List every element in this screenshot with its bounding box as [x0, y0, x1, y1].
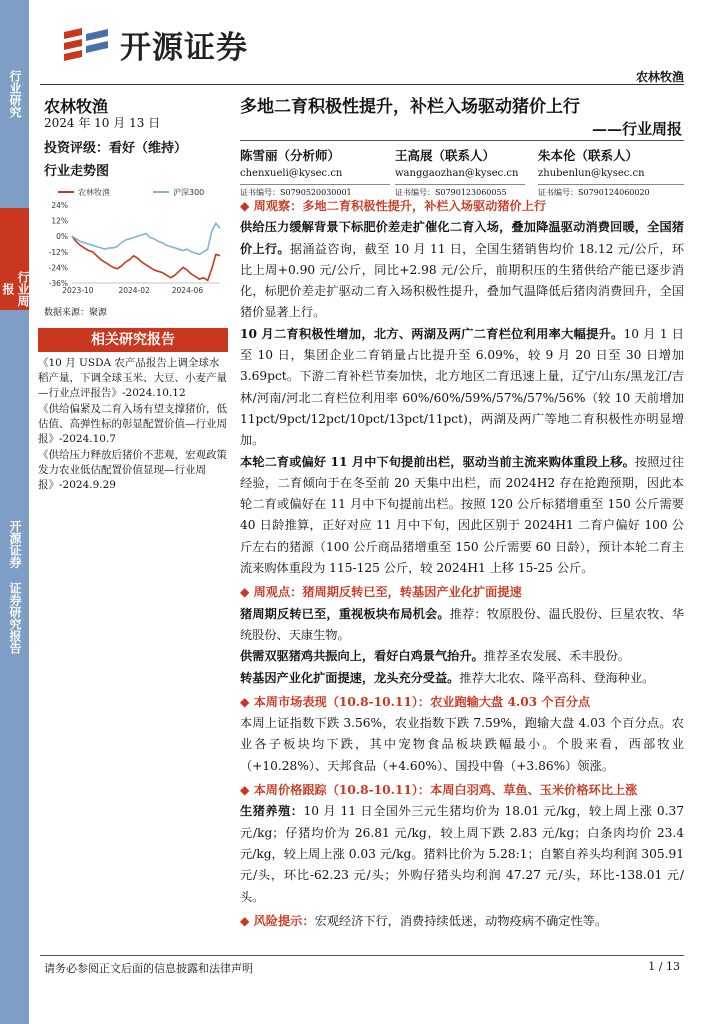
title-divider — [240, 140, 684, 141]
report-title: 多地二育积极性提升，补栏入场驱动猪价上行 — [240, 97, 580, 117]
side-band-weekly: 行业周报 — [0, 208, 29, 310]
related-report-1[interactable]: 《10 月 USDA 农产品报告上调全球水稻产量，下调全球玉米、大豆、小麦产量—行业点评报告》-2024.10.12 — [38, 357, 227, 399]
related-report-2[interactable]: 《供给偏紧及二育入场有望支撑猪价，低估值、高弹性标的彰显配置价值—行业周报》-2024.10.7 — [38, 403, 227, 445]
related-reports-list — [38, 356, 228, 494]
y-tick-label: 24% — [51, 201, 68, 210]
analyst-1-email[interactable]: chenxueli@kysec.cn — [240, 168, 343, 179]
section-price-tracking: ◆ 本周价格跟踪（10.8-10.11）：本周白羽鸡、草鱼、玉米价格环比上涨 — [240, 783, 638, 798]
y-tick-label: -12% — [48, 247, 68, 257]
y-tick-label: 12% — [51, 216, 68, 226]
analyst-3-email[interactable]: zhubenlun@kysec.cn — [538, 168, 645, 179]
legend-label: 农林牧渔 — [78, 188, 110, 197]
related-reports-title: 相关研究报告 — [38, 328, 228, 352]
section-weekly-view: ◆ 周观点：猪周期反转已至，转基因产业化扩面提速 — [240, 585, 522, 600]
brand-name: 开源证券 — [120, 30, 248, 66]
industry-name: 农林牧渔 — [44, 97, 109, 116]
x-tick-label: 2023-10 — [62, 286, 94, 295]
series-line — [72, 223, 220, 254]
side-band-kysec: 开源证券 证券研究报告 — [0, 310, 29, 1024]
trend-title: 行业走势图 — [44, 164, 110, 179]
related-report-3[interactable]: 《供给压力释放后猪价不悲观，宏观政策发力农业低估配置价值显现—行业周报》-2024.9.29 — [38, 449, 227, 491]
y-tick-label: -36% — [48, 279, 68, 288]
section-risk: ◆ 风险提示：宏观经济下行，消费持续低迷，动物疫病不确定性等。 — [240, 913, 608, 928]
analyst-2-email[interactable]: wanggaozhan@kysec.cn — [395, 168, 519, 179]
analyst-3: 朱本伦（联系人） zhubenlun@kysec.cn 证书编号：S0790124060020 — [538, 146, 684, 198]
y-tick-label: -24% — [48, 263, 68, 273]
report-subtitle: ——行业周报 — [591, 120, 682, 138]
footer-divider — [40, 955, 684, 956]
paragraph: 供需双驱猪鸡共振向上，看好白鸡景气抬升。推荐圣农发展、禾丰股份。 — [240, 649, 630, 664]
chart-source: 数据来源：聚源 — [44, 308, 108, 318]
side-band-research: 行业研究 — [0, 0, 29, 208]
legend-label: 沪深300 — [173, 188, 205, 197]
report-body — [240, 196, 684, 932]
section-weekly-observation: ◆ 周观察：多地二育积极性提升，补栏入场驱动猪价上行 — [240, 199, 547, 213]
paragraph: 猪周期反转已至，重视板块布局机会。推荐：牧原股份、温氏股份、巨星农牧、华统股份、天康生物。 — [240, 606, 685, 642]
paragraph: 转基因产业化扩面提速，龙头充分受益。推荐大北农、隆平高科、登海种业。 — [240, 670, 655, 685]
x-tick-label: 2024-06 — [171, 286, 204, 295]
header-category: 农林牧渔 — [635, 70, 684, 84]
x-tick-label: 2024-02 — [118, 286, 150, 295]
trend-chart-svg — [38, 185, 228, 300]
paragraph: 生猪养殖：10 月 11 日全国外三元生猪均价为 18.01 元/kg，较上周上涨 0.37 元/kg；仔猪均价为 26.81 元/kg，较上周下跌 2.83 元/kg；白条肉均价 23.4 元/kg，较上周上涨 0.03 元/kg。猪料比价为 5.28:1；自繁自养头均利润 305.91 元/头，环比-62.23 元/头；外购仔猪头均利润 47.27 元/头，环比-138.01 元/头。 — [240, 804, 684, 904]
logo-mark-icon — [62, 26, 112, 64]
paragraph: 10 月二育积极性增加，北方、两湖及两广二育栏位利用率大幅提升。10 月 1 日至 10 日，集团企业二育销量占比提升至 6.09%，较 9 月 20 日至 30 日增加 3.69pct。下游二育补栏节奏加快，北方地区二育迅速上量，辽宁/山东/黑龙江/吉林/河南/河北二育栏位利用率 60%/60%/59%/57%/57%/56%（较 10 天前增加 11pct/9pct/12pct/10pct/13pct/11pct)，两湖及两广等地二育积极性亦明显增加。 — [240, 326, 684, 448]
logo — [62, 22, 248, 67]
paragraph: 本周上证指数下跌 3.56%，农业指数下跌 7.59%，跑输大盘 4.03 个百分点。农业各子板块均下跌，其中宠物食品板块跌幅最小。个股来看，西部牧业（+10.28%）、天邦食品（+4.60%）、国投中鲁（+3.86%）领涨。 — [240, 716, 684, 773]
section-market-performance: ◆ 本周市场表现（10.8-10.11）：农业跑输大盘 4.03 个百分点 — [240, 694, 591, 709]
investment-rating: 投资评级：看好（维持） — [44, 141, 188, 156]
page-number: 1 / 13 — [648, 960, 680, 973]
analyst-2: 王高展（联系人） wanggaozhan@kysec.cn 证书编号：S0790123060055 — [395, 146, 525, 198]
header-divider — [40, 84, 684, 85]
footer-disclaimer: 请务必参阅正文后面的信息披露和法律声明 — [44, 962, 253, 975]
trend-chart — [38, 185, 228, 304]
series-line — [72, 236, 220, 280]
report-date: 2024 年 10 月 13 日 — [44, 116, 161, 130]
paragraph: 供给压力缓解背景下标肥价差走扩催化二育入场，叠加降温驱动消费回暖，全国猪价上行。据涌益咨询，截至 10 月 11 日，全国生猪销售均价 18.12 元/公斤，环比上周+0.90 元/公斤，同比+2.98 元/公斤，前期积压的生猪供给产能已逐步消化，标肥价差走扩驱动二育入场积极性提升，叠加气温降低后猪肉消费回升，全国猪价显著上行。 — [240, 220, 685, 320]
paragraph: 本轮二育或偏好 11 月中下旬提前出栏，驱动当前主流来购体重段上移。按照过往经验，二育倾向于在冬至前 20 天集中出栏，而 2024H2 存在抢跑预期，因此本轮二育或偏好在 11 月中下旬提前出栏。按照 120 公斤标猪增重至 150 公斤需要 40 日龄推算，正好对应 11 月中下旬，因此区别于 2024H1 二育户偏好 100 公斤左右的猪源（100 公斤商品猪增重至 150 公斤需要 60 日龄），预计本轮二育主流来购体重段为 115-125 公斤，较 2024H1 上移 15-25 公斤。 — [240, 454, 684, 576]
analyst-1: 陈雪丽（分析师） chenxueli@kysec.cn 证书编号：S0790520030001 — [240, 146, 390, 198]
y-tick-label: 0% — [56, 232, 68, 242]
